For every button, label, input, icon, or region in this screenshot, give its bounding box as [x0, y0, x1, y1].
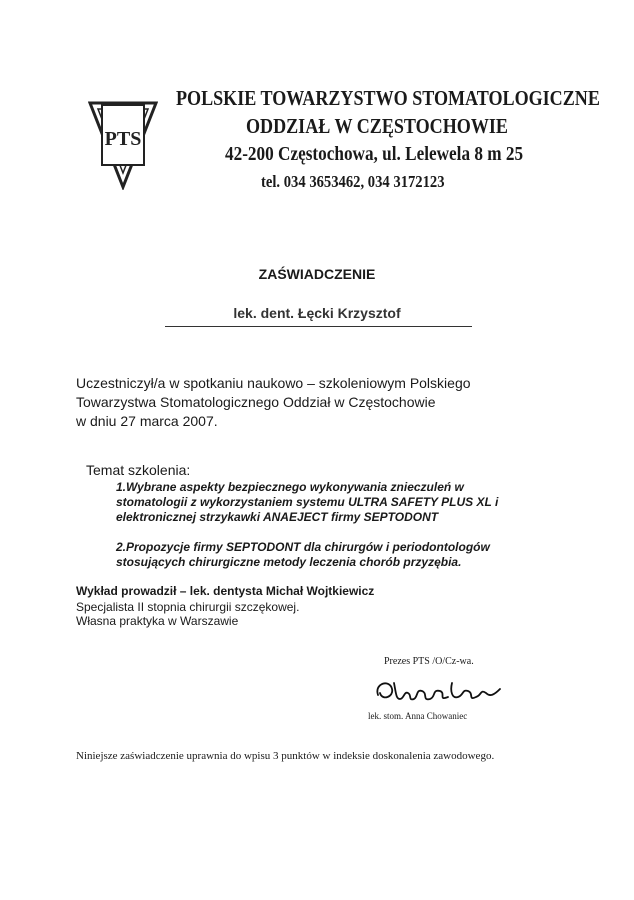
org-phone: tel. 034 3653462, 034 3172123 — [261, 172, 445, 191]
participation-line-2: Towarzystwa Stomatologicznego Oddział w Częstochowie — [76, 394, 436, 410]
topic-1-line-3: elektronicznej strzykawki ANAEJECT firmy SEPTODONT — [116, 510, 439, 524]
branch-name: ODDZIAŁ W CZĘSTOCHOWIE — [246, 114, 508, 138]
org-name: POLSKIE TOWARZYSTWO STOMATOLOGICZNE — [176, 86, 600, 110]
lecturer-practice: Własna praktyka w Warszawie — [76, 614, 239, 628]
lecturer-line: Wykład prowadził – lek. dentysta Michał Wojtkiewicz — [76, 584, 375, 598]
participation-line-3: w dniu 27 marca 2007. — [76, 413, 218, 429]
topic-2-line-1: 2.Propozycje firmy SEPTODONT dla chirurgów i periodontologów — [116, 540, 490, 554]
topic-2-line-2: stosujących chirurgiczne metody leczenia chorób przyzębia. — [116, 555, 462, 569]
recipient-name: lek. dent. Łęcki Krzysztof — [233, 305, 401, 321]
participation-line-1: Uczestniczył/a w spotkaniu naukowo – szkoleniowym Polskiego — [76, 375, 471, 391]
handwritten-signature — [372, 675, 512, 707]
topic-1-line-1: 1.Wybrane aspekty bezpiecznego wykonywania znieczuleń w — [116, 480, 464, 494]
topic-label: Temat szkolenia: — [86, 462, 191, 478]
recipient-underline — [165, 326, 472, 327]
footer-note: Niniejsze zaświadczenie uprawnia do wpisu 3 punktów w indeksie doskonalenia zawodowego. — [76, 750, 495, 762]
org-address: 42-200 Częstochowa, ul. Lelewela 8 m 25 — [225, 143, 524, 165]
pts-logo — [88, 95, 158, 190]
topic-1-line-2: stomatologii z wykorzystaniem systemu ULTRA SAFETY PLUS XL i — [116, 495, 499, 509]
lecturer-specialization: Specjalista II stopnia chirurgii szczękowej. — [76, 600, 300, 614]
document-title: ZAŚWIADCZENIE — [258, 266, 376, 282]
signatory-title: Prezes PTS /O/Cz-wa. — [384, 656, 474, 667]
signatory-name: lek. stom. Anna Chowaniec — [368, 711, 468, 721]
logo-text: PTS — [104, 128, 142, 150]
